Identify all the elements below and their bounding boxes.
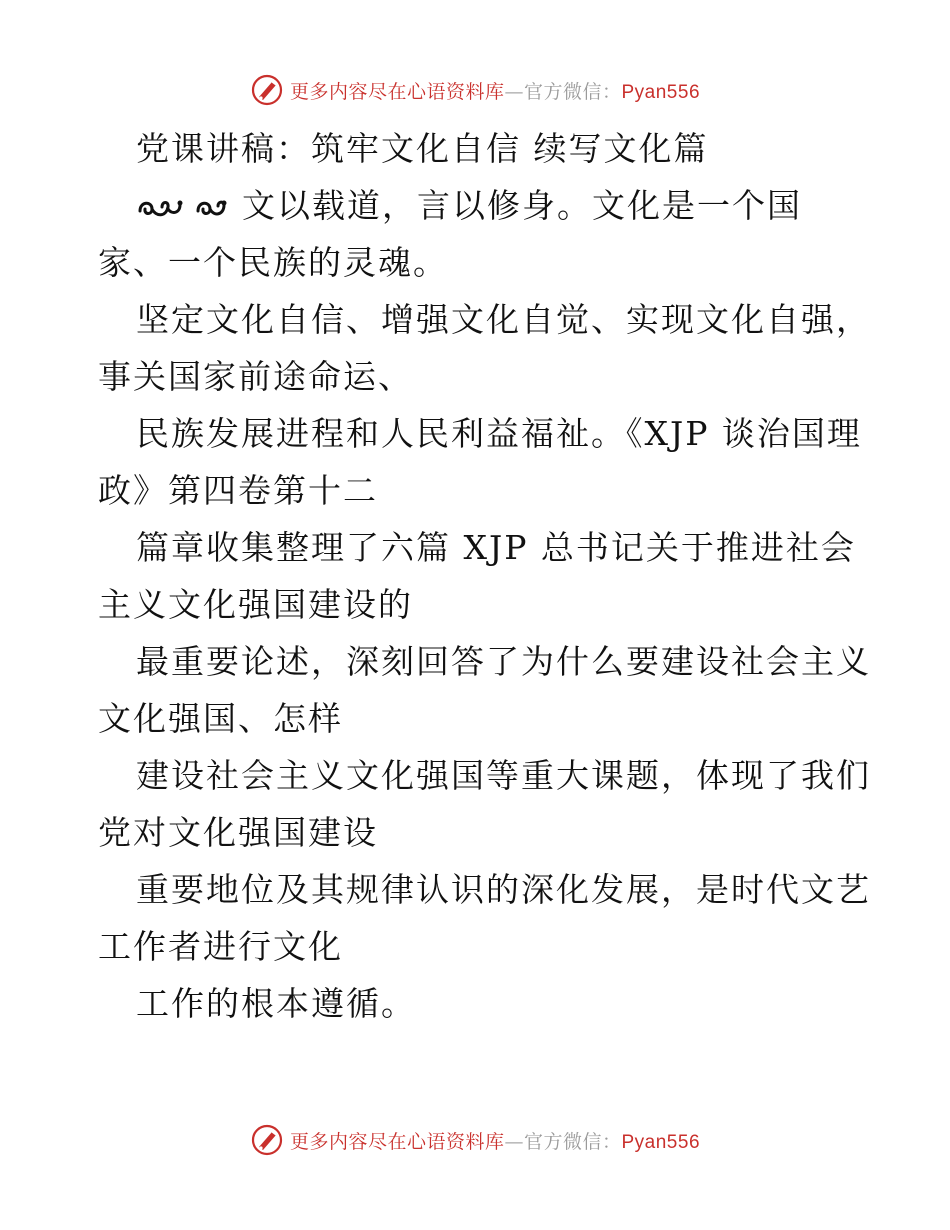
paragraph-line: 坚定文化自信、增强文化自觉、实现文化自强， xyxy=(136,300,871,339)
banner-label: 官方微信： xyxy=(523,80,622,103)
banner-label: 官方微信： xyxy=(523,1130,622,1153)
banner-separator: — xyxy=(504,1130,524,1153)
paragraph-line xyxy=(98,177,858,234)
banner-text xyxy=(290,1127,700,1154)
banner-slogan: 更多内容尽在心语资料库 xyxy=(289,80,505,103)
paragraph-text: 文以载道，言以修身。文化是一个国 xyxy=(242,186,802,225)
paragraph-line: 主义文化强国建设的 xyxy=(98,585,413,624)
banner-wechat-id: Pyan556 xyxy=(621,1131,701,1153)
header-banner xyxy=(0,70,950,110)
banner-slogan: 更多内容尽在心语资料库 xyxy=(289,1130,505,1153)
paragraph-line: 民族发展进程和人民利益福祉。《XJP 谈治国理 xyxy=(136,414,862,453)
banner-wechat-id: Pyan556 xyxy=(621,81,701,103)
swirl-ornament-icon xyxy=(136,193,228,223)
paragraph-line: 文化强国、怎样 xyxy=(98,699,343,738)
banner-separator: — xyxy=(504,80,524,103)
footer-banner xyxy=(0,1120,950,1160)
paragraph-line: 篇章收集整理了六篇 XJP 总书记关于推进社会 xyxy=(136,528,856,567)
paragraph-line: 政》第四卷第十二 xyxy=(98,471,378,510)
paragraph-line: 最重要论述，深刻回答了为什么要建设社会主义 xyxy=(136,642,871,681)
paragraph-line: 事关国家前途命运、 xyxy=(98,357,413,396)
document-body xyxy=(98,120,871,1032)
paragraph-line: 工作者进行文化 xyxy=(98,927,343,966)
pen-logo-icon xyxy=(250,73,284,107)
paragraph-line: 建设社会主义文化强国等重大课题，体现了我们 xyxy=(136,756,871,795)
paragraph-line: 家、一个民族的灵魂。 xyxy=(98,243,448,282)
paragraph-line: 工作的根本遵循。 xyxy=(136,984,416,1023)
banner-text xyxy=(290,77,700,104)
document-title: 党课讲稿：筑牢文化自信 续写文化篇 xyxy=(136,129,709,168)
paragraph-line: 重要地位及其规律认识的深化发展，是时代文艺 xyxy=(136,870,871,909)
pen-logo-icon xyxy=(250,1123,284,1157)
paragraph-line: 党对文化强国建设 xyxy=(98,813,378,852)
